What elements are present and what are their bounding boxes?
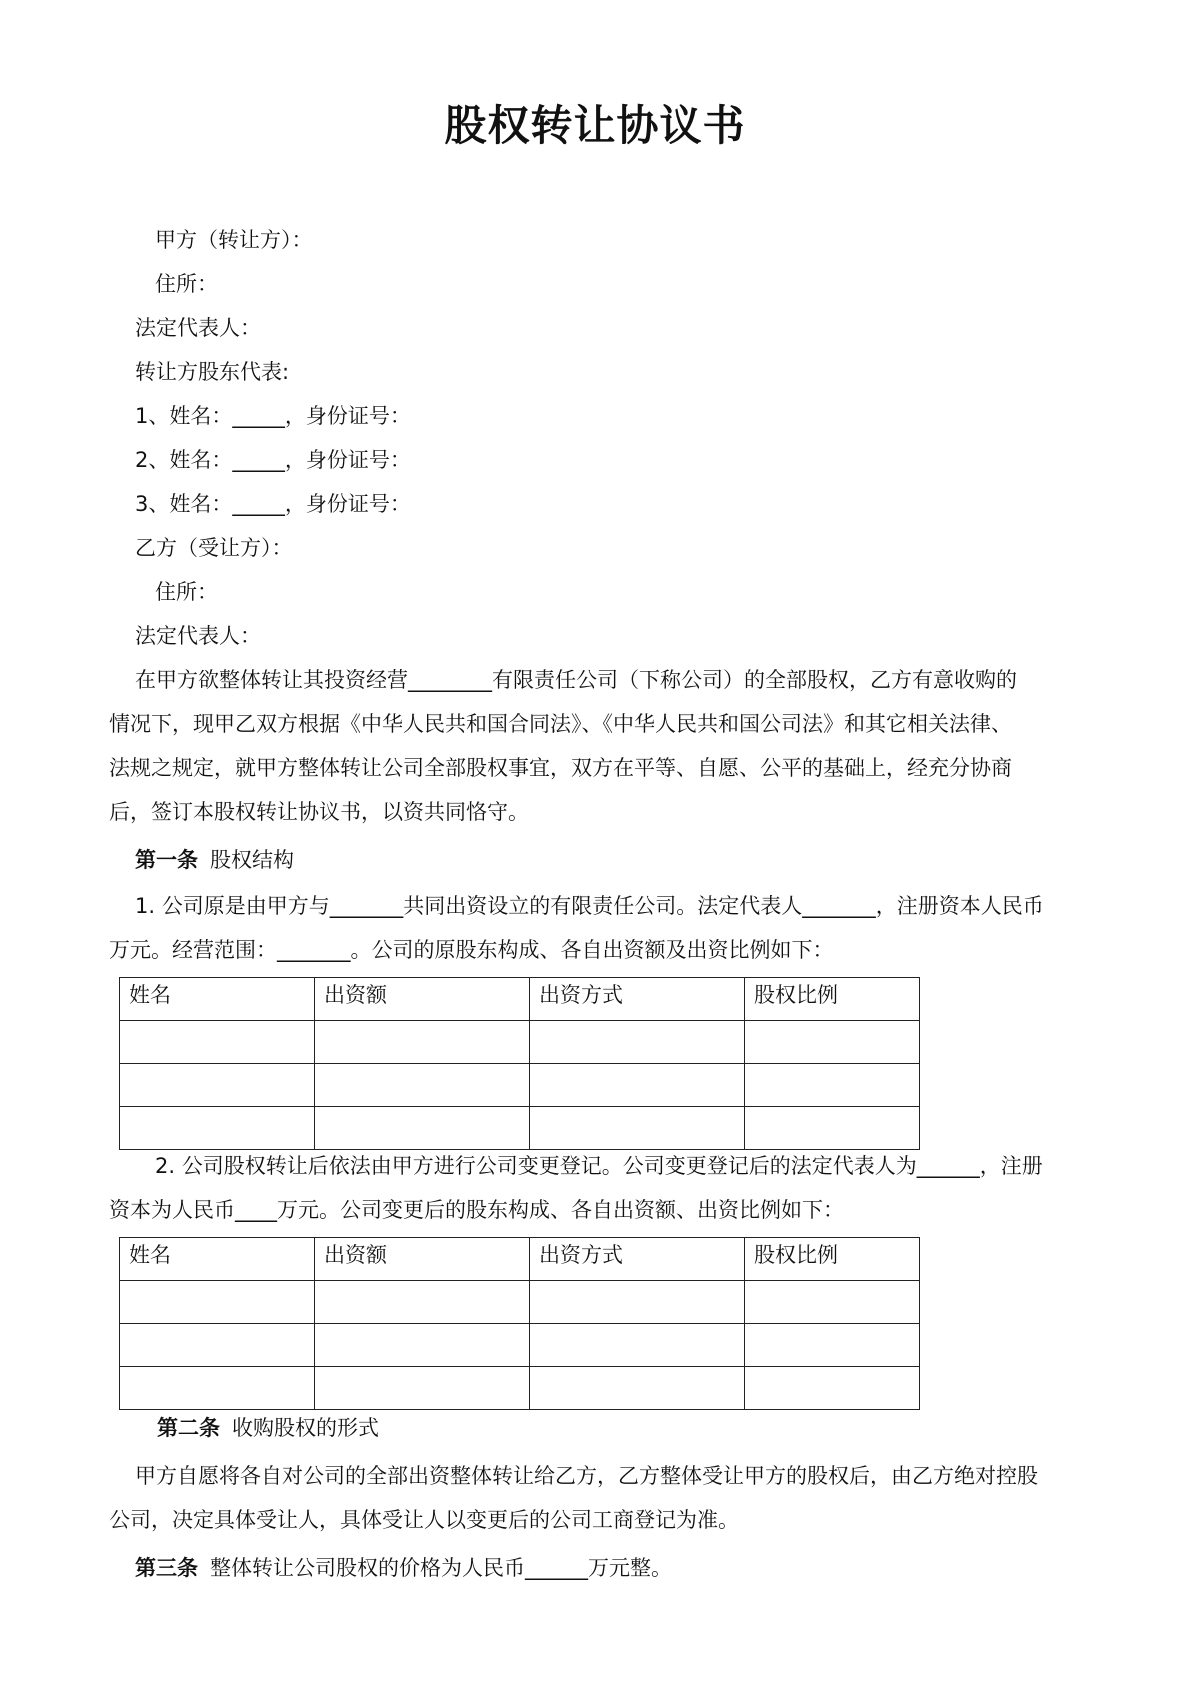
rep-line-2: 2、姓名：_____，身份证号： (135, 448, 411, 472)
preamble-line-2: 情况下，现甲乙双方根据《中华人民共和国合同法》、《中华人民共和国公司法》和其它相关法律、 (109, 712, 1012, 736)
table-cell (530, 1281, 745, 1324)
original-shareholders-table (119, 977, 920, 1150)
table-cell (315, 1064, 530, 1107)
article-1-para2-line-2: 资本为人民币____万元。公司变更后的股东构成、各自出资额、出资比例如下： (109, 1198, 844, 1222)
table-cell (120, 1021, 315, 1064)
article-2-heading-line (157, 1413, 379, 1443)
table-header-row (120, 978, 920, 1021)
article-2-para-line-2: 公司，决定具体受让人，具体受让人以变更后的公司工商登记为准。 (109, 1508, 739, 1532)
rep-line-3: 3、姓名：_____，身份证号： (135, 492, 411, 516)
table-cell (530, 1107, 745, 1150)
party-b-label: 乙方（受让方）： (135, 536, 293, 560)
table-header-method: 出资方式 (530, 1238, 745, 1281)
table-header-name: 姓名 (120, 1238, 315, 1281)
table-cell (120, 1324, 315, 1367)
table-cell (745, 1324, 920, 1367)
article-3-number: 第三条 (135, 1556, 198, 1580)
table-header-method: 出资方式 (530, 978, 745, 1021)
party-a-address: 住所： (155, 272, 218, 296)
table-cell (120, 1107, 315, 1150)
table-cell (745, 1021, 920, 1064)
article-1-number: 第一条 (135, 848, 198, 872)
table-cell (120, 1281, 315, 1324)
article-3-title: 整体转让公司股权的价格为人民币______万元整。 (210, 1556, 672, 1580)
table-cell (315, 1107, 530, 1150)
party-a-label: 甲方（转让方）： (155, 228, 313, 252)
table-row (120, 1021, 920, 1064)
table-cell (745, 1064, 920, 1107)
party-b-address: 住所： (155, 580, 218, 604)
table-cell (315, 1021, 530, 1064)
table-header-ratio: 股权比例 (745, 1238, 920, 1281)
article-1-para1-line-2: 万元。经营范围：_______。公司的原股东构成、各自出资额及出资比例如下： (109, 938, 834, 962)
table-row (120, 1064, 920, 1107)
party-a-shareholder-reps: 转让方股东代表: (135, 360, 290, 384)
article-1-para1-line-1: 1. 公司原是由甲方与_______共同出资设立的有限责任公司。法定代表人_______，注册资本人民币 (135, 894, 1044, 918)
article-2-number: 第二条 (157, 1416, 220, 1440)
article-2-title: 收购股权的形式 (232, 1416, 379, 1440)
table-header-amount: 出资额 (315, 978, 530, 1021)
table-row (120, 1367, 920, 1410)
party-a-legal-rep: 法定代表人： (135, 316, 261, 340)
table-cell (530, 1064, 745, 1107)
article-1-heading-line (135, 845, 294, 875)
document-title: 股权转让协议书 (444, 101, 746, 150)
table-cell (745, 1367, 920, 1410)
table-cell (315, 1367, 530, 1410)
article-2-para-line-1: 甲方自愿将各自对公司的全部出资整体转让给乙方，乙方整体受让甲方的股权后，由乙方绝对控股 (135, 1464, 1038, 1488)
table-cell (745, 1107, 920, 1150)
table-row (120, 1281, 920, 1324)
table-cell (530, 1324, 745, 1367)
preamble-line-4: 后，签订本股权转让协议书，以资共同恪守。 (109, 800, 529, 824)
table-row (120, 1107, 920, 1150)
rep-line-1: 1、姓名：_____，身份证号： (135, 404, 411, 428)
article-1-title: 股权结构 (210, 848, 294, 872)
table-cell (315, 1324, 530, 1367)
article-3-line (135, 1553, 672, 1583)
table-header-name: 姓名 (120, 978, 315, 1021)
preamble-line-3: 法规之规定，就甲方整体转让公司全部股权事宜，双方在平等、自愿、公平的基础上，经充分协商 (109, 756, 1012, 780)
table-header-row (120, 1238, 920, 1281)
preamble-line-1: 在甲方欲整体转让其投资经营________有限责任公司（下称公司）的全部股权，乙方有意收购的 (135, 668, 1017, 692)
party-b-legal-rep: 法定代表人： (135, 624, 261, 648)
table-cell (745, 1281, 920, 1324)
post-transfer-shareholders-table (119, 1237, 920, 1410)
table-row (120, 1324, 920, 1367)
table-cell (120, 1064, 315, 1107)
table-cell (120, 1367, 315, 1410)
table-header-ratio: 股权比例 (745, 978, 920, 1021)
table-cell (530, 1367, 745, 1410)
article-1-para2-line-1: 2. 公司股权转让后依法由甲方进行公司变更登记。公司变更登记后的法定代表人为______，注册 (155, 1154, 1043, 1178)
table-cell (530, 1021, 745, 1064)
table-cell (315, 1281, 530, 1324)
table-header-amount: 出资额 (315, 1238, 530, 1281)
